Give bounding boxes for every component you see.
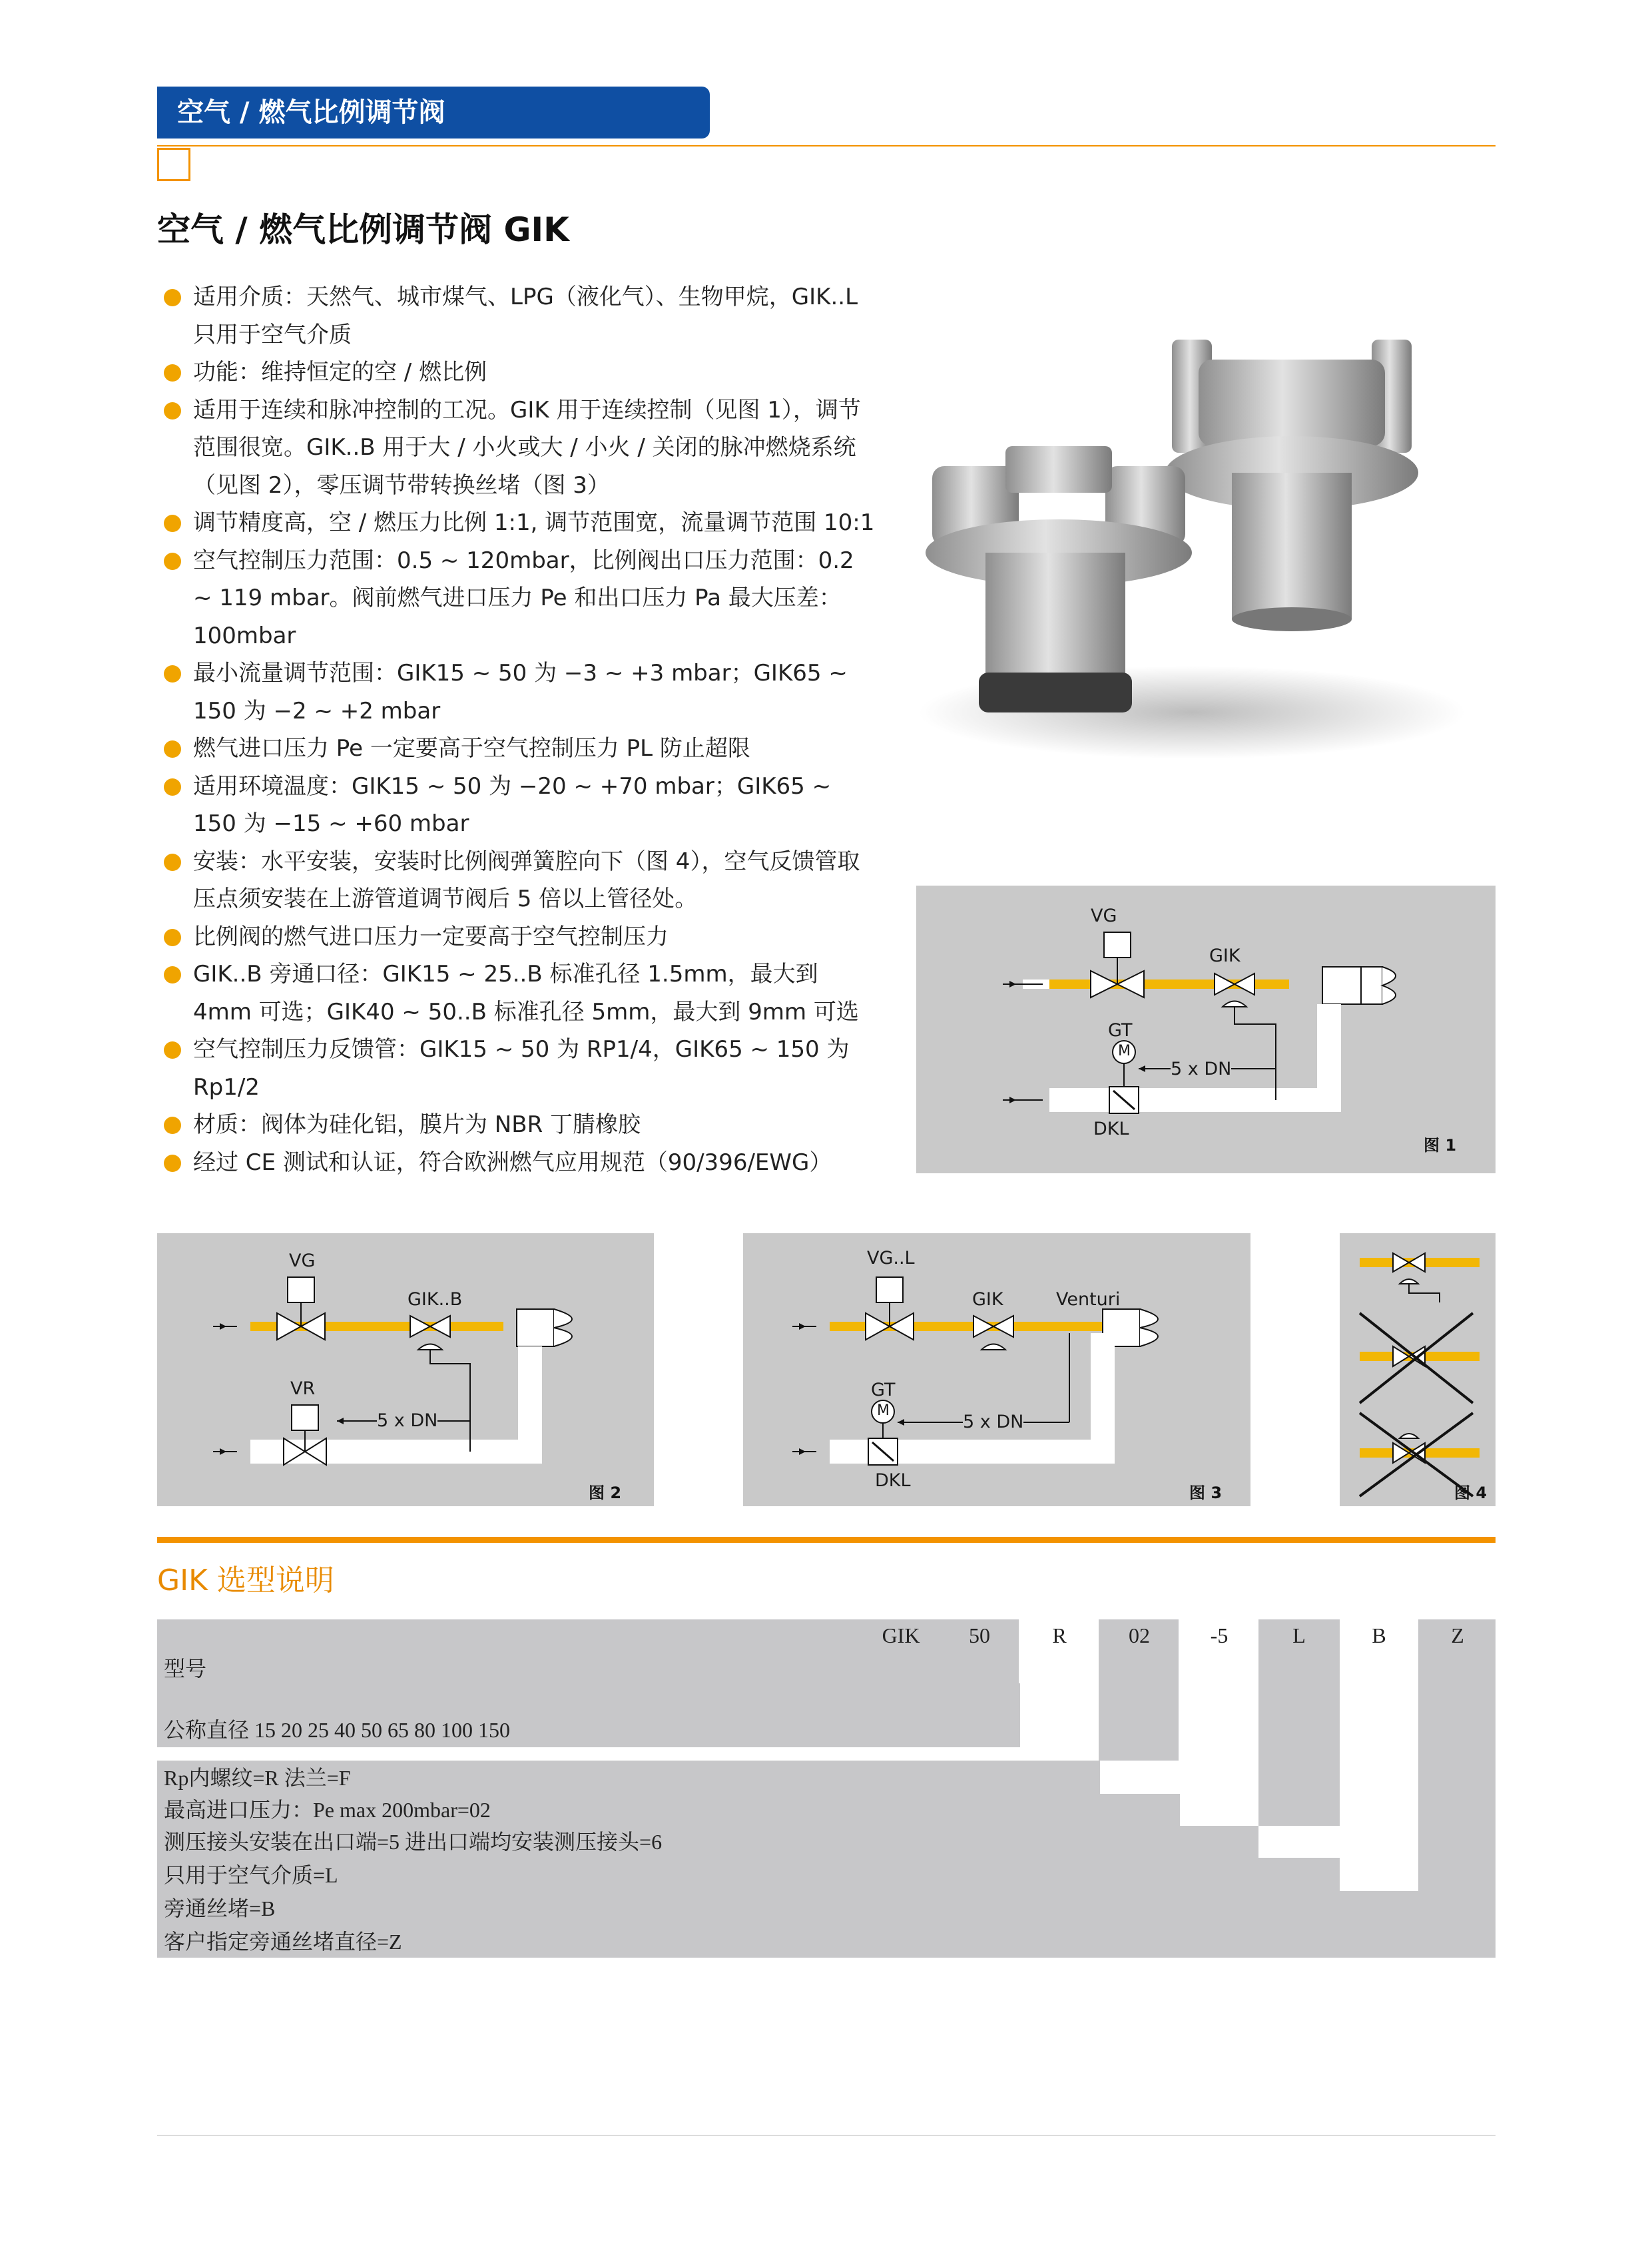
list-item: 经过 CE 测试和认证，符合欧洲燃气应用规范（90/396/EWG） bbox=[160, 1144, 879, 1182]
row-connection: Rp内螺纹=R 法兰=F bbox=[164, 1766, 351, 1790]
figure-caption: 图 4 bbox=[1454, 1484, 1488, 1502]
label-vg: VG bbox=[1091, 906, 1117, 926]
list-item: 调节精度高，空 / 燃压力比例 1:1, 调节范围宽，流量调节范围 10:1 bbox=[160, 504, 879, 542]
list-item: 材质：阀体为硅化铝，膜片为 NBR 丁腈橡胶 bbox=[160, 1106, 879, 1144]
label-gt: GT bbox=[1108, 1020, 1133, 1041]
code-custom-bypass: Z bbox=[1451, 1623, 1464, 1647]
list-item: 空气控制压力反馈管：GIK15 ~ 50 为 RP1/4，GIK65 ~ 150 为 Rp1/2 bbox=[160, 1031, 879, 1106]
row-air-only: 只用于空气介质=L bbox=[164, 1863, 338, 1887]
code-pressure: 02 bbox=[1129, 1623, 1150, 1647]
product-title: 空气 / 燃气比例调节阀 GIK bbox=[157, 210, 569, 249]
row-custom-bypass: 客户指定旁通丝堵直径=Z bbox=[164, 1930, 402, 1954]
section-rule bbox=[157, 1537, 1496, 1543]
row-nominal-diameter: 公称直径 15 20 25 40 50 65 80 100 150 bbox=[164, 1718, 511, 1742]
figure-3-diagram bbox=[743, 1233, 1250, 1506]
figure-1-diagram bbox=[916, 886, 1496, 1173]
row-bar bbox=[157, 1619, 940, 1683]
list-item: 最小流量调节范围：GIK15 ~ 50 为 −3 ~ +3 mbar；GIK65 ~ 150 为 −2 ~ +2 mbar bbox=[160, 655, 879, 730]
list-item: 适用环境温度：GIK15 ~ 50 为 −20 ~ +70 mbar；GIK65 ~ 150 为 −15 ~ +60 mbar bbox=[160, 768, 879, 843]
row-test-nipple: 测压接头安装在出口端=5 进出口端均安装测压接头=6 bbox=[164, 1830, 663, 1854]
label-m: M bbox=[1118, 1043, 1131, 1059]
code-bypass: B bbox=[1372, 1623, 1386, 1647]
label-vr: VR bbox=[290, 1378, 316, 1399]
row-max-pressure: 最高进口压力：Pe max 200mbar=02 bbox=[164, 1798, 491, 1822]
label-distance: 5 x DN bbox=[1171, 1059, 1232, 1079]
list-item: 空气控制压力范围：0.5 ~ 120mbar，比例阀出口压力范围：0.2 ~ 119 mbar。阀前燃气进口压力 Pe 和出口压力 Pa 最大压差：100mbar bbox=[160, 542, 879, 655]
label-gik: GIK bbox=[1209, 946, 1240, 966]
label-dkl: DKL bbox=[1093, 1119, 1129, 1139]
footer-rule bbox=[157, 2135, 1496, 2136]
header-rule bbox=[157, 145, 1496, 146]
label-gt: GT bbox=[871, 1380, 896, 1400]
figure-2-diagram bbox=[157, 1233, 654, 1506]
code-connection: R bbox=[1052, 1623, 1067, 1647]
label-distance: 5 x DN bbox=[377, 1410, 438, 1431]
label-m: M bbox=[877, 1402, 890, 1419]
figure-caption: 图 3 bbox=[1189, 1484, 1223, 1502]
label-distance: 5 x DN bbox=[963, 1412, 1024, 1432]
product-photo bbox=[906, 313, 1478, 779]
list-item: 安装：水平安装，安装时比例阀弹簧腔向下（图 4），空气反馈管取压点须安装在上游管道调节阀后 5 倍以上管径处。 bbox=[160, 843, 879, 918]
row-bar bbox=[157, 1891, 1418, 1924]
label-dkl: DKL bbox=[875, 1470, 911, 1491]
feature-list bbox=[160, 278, 879, 1181]
section-header-tab: 空气 / 燃气比例调节阀 bbox=[157, 87, 710, 139]
label-gik-b: GIK..B bbox=[408, 1289, 463, 1310]
list-item: 功能：维持恒定的空 / 燃比例 bbox=[160, 354, 879, 392]
figure-caption: 图 1 bbox=[1424, 1136, 1457, 1155]
row-model: 型号 bbox=[164, 1657, 207, 1681]
figure-4-diagram bbox=[1340, 1233, 1496, 1506]
label-vg: VG bbox=[289, 1251, 316, 1271]
label-venturi: Venturi bbox=[1056, 1289, 1121, 1310]
list-item: 适用于连续和脉冲控制的工况。GIK 用于连续控制（见图 1），调节范围很宽。GIK..B 用于大 / 小火或大 / 小火 / 关闭的脉冲燃烧系统（见图 2），零压调节带转换丝堵（图 3） bbox=[160, 392, 879, 505]
header-square bbox=[157, 148, 190, 181]
code-size: 50 bbox=[969, 1623, 990, 1647]
section-title: GIK 选型说明 bbox=[157, 1563, 334, 1597]
code-air: L bbox=[1292, 1623, 1306, 1647]
list-item: 适用介质：天然气、城市煤气、LPG（液化气）、生物甲烷，GIK..L 只用于空气介质 bbox=[160, 278, 879, 354]
list-item: 比例阀的燃气进口压力一定要高于空气控制压力 bbox=[160, 918, 879, 956]
code-gik: GIK bbox=[882, 1623, 920, 1647]
row-bypass: 旁通丝堵=B bbox=[164, 1896, 276, 1920]
list-item: 燃气进口压力 Pe 一定要高于空气控制压力 PL 防止超限 bbox=[160, 730, 879, 768]
list-item: GIK..B 旁通口径：GIK15 ~ 25..B 标准孔径 1.5mm，最大到 4mm 可选；GIK40 ~ 50..B 标准孔径 5mm，最大到 9mm 可选 bbox=[160, 956, 879, 1031]
label-vg-l: VG..L bbox=[867, 1248, 915, 1268]
code-test-nipple: -5 bbox=[1210, 1623, 1229, 1647]
figure-caption: 图 2 bbox=[589, 1484, 622, 1502]
label-gik: GIK bbox=[972, 1289, 1003, 1310]
code-cell-bg bbox=[1418, 1619, 1496, 1924]
